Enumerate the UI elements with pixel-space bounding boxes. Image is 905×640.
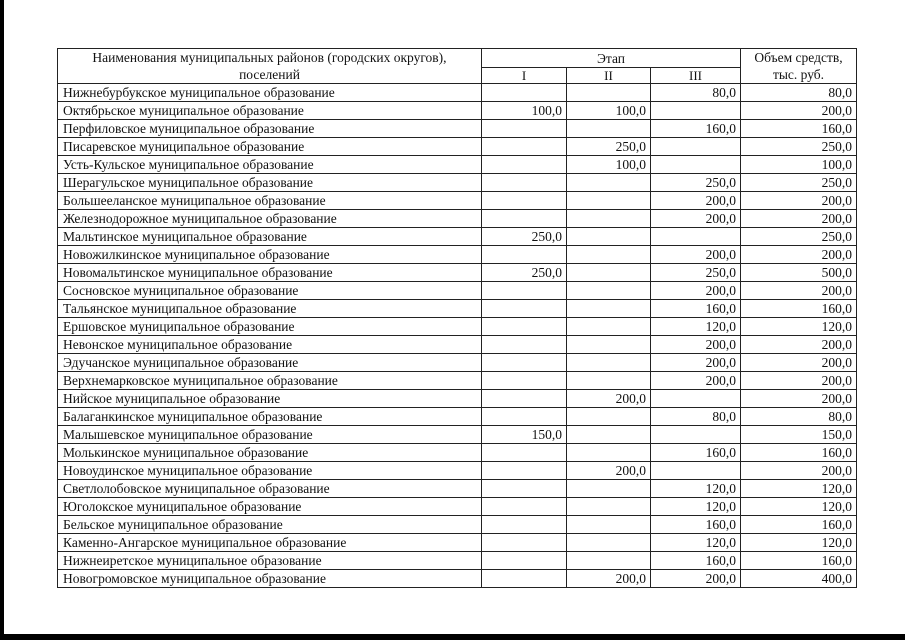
municipality-cell: Эдучанское муниципальное образование <box>58 354 482 372</box>
total-cell: 150,0 <box>741 426 857 444</box>
stage-2-cell <box>567 444 651 462</box>
stage-2-cell <box>567 300 651 318</box>
total-cell: 80,0 <box>741 408 857 426</box>
table-row <box>58 570 857 588</box>
municipality-cell: Верхнемарковское муниципальное образование <box>58 372 482 390</box>
stage-2-cell <box>567 282 651 300</box>
stage-1-cell <box>482 174 567 192</box>
stage-3-cell: 200,0 <box>651 354 741 372</box>
header-stage-3: III <box>651 68 741 84</box>
stage-3-cell: 80,0 <box>651 84 741 102</box>
stage-3-cell: 250,0 <box>651 264 741 282</box>
table-row <box>58 228 857 246</box>
total-cell: 200,0 <box>741 246 857 264</box>
stage-1-cell <box>482 552 567 570</box>
stage-2-cell <box>567 174 651 192</box>
table-row <box>58 138 857 156</box>
stage-3-cell: 250,0 <box>651 174 741 192</box>
total-cell: 250,0 <box>741 228 857 246</box>
stage-1-cell <box>482 480 567 498</box>
stage-3-cell: 200,0 <box>651 372 741 390</box>
stage-3-cell: 120,0 <box>651 480 741 498</box>
municipality-cell: Тальянское муниципальное образование <box>58 300 482 318</box>
funding-table <box>57 48 857 588</box>
stage-2-cell <box>567 354 651 372</box>
municipality-cell: Светлолобовское муниципальное образование <box>58 480 482 498</box>
municipality-cell: Сосновское муниципальное образование <box>58 282 482 300</box>
total-cell: 80,0 <box>741 84 857 102</box>
stage-1-cell <box>482 84 567 102</box>
stage-2-cell <box>567 498 651 516</box>
table-row <box>58 174 857 192</box>
table-row <box>58 372 857 390</box>
table-row <box>58 498 857 516</box>
total-cell: 200,0 <box>741 102 857 120</box>
table-row <box>58 318 857 336</box>
table-row <box>58 534 857 552</box>
stage-3-cell: 200,0 <box>651 336 741 354</box>
stage-1-cell <box>482 120 567 138</box>
stage-3-cell: 160,0 <box>651 444 741 462</box>
total-cell: 120,0 <box>741 498 857 516</box>
table-row <box>58 480 857 498</box>
stage-1-cell <box>482 498 567 516</box>
stage-1-cell <box>482 138 567 156</box>
municipality-cell: Бельское муниципальное образование <box>58 516 482 534</box>
stage-1-cell <box>482 192 567 210</box>
total-cell: 100,0 <box>741 156 857 174</box>
stage-3-cell <box>651 426 741 444</box>
table-row <box>58 264 857 282</box>
total-cell: 200,0 <box>741 210 857 228</box>
table-row <box>58 408 857 426</box>
stage-1-cell <box>482 282 567 300</box>
stage-2-cell <box>567 210 651 228</box>
stage-3-cell <box>651 156 741 174</box>
stage-1-cell <box>482 210 567 228</box>
total-cell: 160,0 <box>741 300 857 318</box>
stage-3-cell <box>651 462 741 480</box>
stage-3-cell: 200,0 <box>651 210 741 228</box>
total-cell: 160,0 <box>741 444 857 462</box>
total-cell: 200,0 <box>741 462 857 480</box>
stage-2-cell: 200,0 <box>567 570 651 588</box>
stage-1-cell <box>482 156 567 174</box>
total-cell: 250,0 <box>741 138 857 156</box>
stage-2-cell: 250,0 <box>567 138 651 156</box>
stage-2-cell <box>567 120 651 138</box>
stage-3-cell: 160,0 <box>651 552 741 570</box>
municipality-cell: Железнодорожное муниципальное образование <box>58 210 482 228</box>
stage-1-cell <box>482 300 567 318</box>
stage-3-cell: 200,0 <box>651 570 741 588</box>
stage-2-cell <box>567 516 651 534</box>
total-cell: 160,0 <box>741 120 857 138</box>
header-stage-1: I <box>482 68 567 84</box>
total-cell: 120,0 <box>741 534 857 552</box>
stage-2-cell: 200,0 <box>567 462 651 480</box>
table-row <box>58 120 857 138</box>
table-row <box>58 84 857 102</box>
stage-3-cell <box>651 390 741 408</box>
stage-2-cell: 100,0 <box>567 156 651 174</box>
total-cell: 200,0 <box>741 282 857 300</box>
municipality-cell: Новомальтинское муниципальное образование <box>58 264 482 282</box>
stage-1-cell <box>482 390 567 408</box>
municipality-cell: Шерагульское муниципальное образование <box>58 174 482 192</box>
stage-3-cell: 120,0 <box>651 534 741 552</box>
total-cell: 200,0 <box>741 192 857 210</box>
stage-3-cell: 120,0 <box>651 498 741 516</box>
stage-2-cell: 100,0 <box>567 102 651 120</box>
table-row <box>58 516 857 534</box>
stage-1-cell <box>482 336 567 354</box>
header-municipality: Наименования муниципальных районов (городских округов), поселений <box>58 49 482 84</box>
stage-2-cell <box>567 480 651 498</box>
table-row <box>58 156 857 174</box>
stage-3-cell <box>651 138 741 156</box>
table-row <box>58 462 857 480</box>
total-cell: 500,0 <box>741 264 857 282</box>
municipality-cell: Новогромовское муниципальное образование <box>58 570 482 588</box>
stage-2-cell <box>567 192 651 210</box>
table-row <box>58 102 857 120</box>
header-stage-2: II <box>567 68 651 84</box>
total-cell: 250,0 <box>741 174 857 192</box>
table-row <box>58 390 857 408</box>
stage-3-cell: 80,0 <box>651 408 741 426</box>
total-cell: 400,0 <box>741 570 857 588</box>
municipality-cell: Невонское муниципальное образование <box>58 336 482 354</box>
stage-2-cell <box>567 372 651 390</box>
stage-2-cell <box>567 408 651 426</box>
scan-bottom-edge <box>0 634 905 640</box>
total-cell: 200,0 <box>741 372 857 390</box>
stage-3-cell: 120,0 <box>651 318 741 336</box>
municipality-cell: Большееланское муниципальное образование <box>58 192 482 210</box>
total-cell: 160,0 <box>741 552 857 570</box>
stage-3-cell <box>651 102 741 120</box>
municipality-cell: Малышевское муниципальное образование <box>58 426 482 444</box>
table-row <box>58 282 857 300</box>
total-cell: 120,0 <box>741 480 857 498</box>
stage-3-cell: 200,0 <box>651 246 741 264</box>
municipality-cell: Ершовское муниципальное образование <box>58 318 482 336</box>
stage-3-cell <box>651 228 741 246</box>
stage-1-cell <box>482 462 567 480</box>
municipality-cell: Писаревское муниципальное образование <box>58 138 482 156</box>
stage-1-cell <box>482 246 567 264</box>
table-row <box>58 210 857 228</box>
municipality-cell: Нижнеиретское муниципальное образование <box>58 552 482 570</box>
stage-1-cell <box>482 318 567 336</box>
stage-2-cell <box>567 264 651 282</box>
stage-2-cell <box>567 246 651 264</box>
table-row <box>58 354 857 372</box>
stage-1-cell <box>482 570 567 588</box>
municipality-cell: Юголокское муниципальное образование <box>58 498 482 516</box>
table-row <box>58 426 857 444</box>
stage-1-cell: 100,0 <box>482 102 567 120</box>
stage-3-cell: 160,0 <box>651 120 741 138</box>
scan-left-edge <box>0 0 4 640</box>
header-stage-group: Этап <box>482 49 741 68</box>
stage-1-cell <box>482 354 567 372</box>
stage-1-cell <box>482 516 567 534</box>
stage-1-cell <box>482 372 567 390</box>
stage-1-cell: 150,0 <box>482 426 567 444</box>
municipality-cell: Каменно-Ангарское муниципальное образование <box>58 534 482 552</box>
stage-2-cell: 200,0 <box>567 390 651 408</box>
municipality-cell: Новожилкинское муниципальное образование <box>58 246 482 264</box>
municipality-cell: Мальтинское муниципальное образование <box>58 228 482 246</box>
table-row <box>58 444 857 462</box>
stage-3-cell: 200,0 <box>651 192 741 210</box>
stage-2-cell <box>567 318 651 336</box>
stage-3-cell: 160,0 <box>651 300 741 318</box>
stage-2-cell <box>567 426 651 444</box>
municipality-cell: Балаганкинское муниципальное образование <box>58 408 482 426</box>
total-cell: 200,0 <box>741 336 857 354</box>
stage-2-cell <box>567 534 651 552</box>
municipality-cell: Перфиловское муниципальное образование <box>58 120 482 138</box>
stage-1-cell: 250,0 <box>482 228 567 246</box>
table-row <box>58 300 857 318</box>
municipality-cell: Нийское муниципальное образование <box>58 390 482 408</box>
municipality-cell: Октябрьское муниципальное образование <box>58 102 482 120</box>
total-cell: 200,0 <box>741 354 857 372</box>
table-row <box>58 246 857 264</box>
stage-2-cell <box>567 336 651 354</box>
total-cell: 160,0 <box>741 516 857 534</box>
stage-2-cell <box>567 84 651 102</box>
municipality-cell: Нижнебурбукское муниципальное образование <box>58 84 482 102</box>
municipality-cell: Новоудинское муниципальное образование <box>58 462 482 480</box>
total-cell: 120,0 <box>741 318 857 336</box>
stage-2-cell <box>567 228 651 246</box>
total-cell: 200,0 <box>741 390 857 408</box>
stage-1-cell <box>482 408 567 426</box>
stage-1-cell: 250,0 <box>482 264 567 282</box>
municipality-cell: Усть-Кульское муниципальное образование <box>58 156 482 174</box>
stage-3-cell: 200,0 <box>651 282 741 300</box>
header-total: Объем средств, тыс. руб. <box>741 49 857 84</box>
municipality-cell: Молькинское муниципальное образование <box>58 444 482 462</box>
stage-1-cell <box>482 534 567 552</box>
table-row <box>58 192 857 210</box>
table-row <box>58 336 857 354</box>
table-body <box>58 84 857 588</box>
stage-1-cell <box>482 444 567 462</box>
stage-2-cell <box>567 552 651 570</box>
stage-3-cell: 160,0 <box>651 516 741 534</box>
table-row <box>58 552 857 570</box>
